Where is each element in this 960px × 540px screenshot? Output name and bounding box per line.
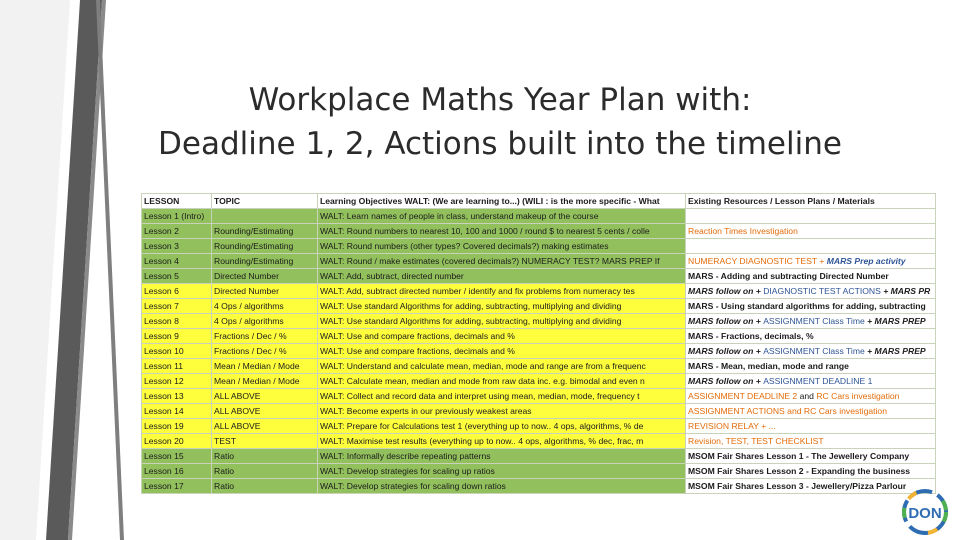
objective-cell: WALT: Maximise test results (everything up to now.. 4 ops, algorithms, % dec, frac, m (318, 434, 686, 449)
resource-text: MARS follow on + (688, 285, 764, 296)
lesson-cell: Lesson 8 (142, 314, 212, 329)
resource-cell (686, 404, 936, 419)
table-row (142, 314, 936, 329)
table-row (142, 404, 936, 419)
objective-cell: WALT: Round / make estimates (covered decimals?) NUMERACY TEST? MARS PREP If (318, 254, 686, 269)
topic-cell: Directed Number (212, 284, 318, 299)
resource-cell (686, 209, 936, 224)
resource-text: Revision, TEST, TEST CHECKLIST (688, 435, 824, 446)
lesson-cell: Lesson 19 (142, 419, 212, 434)
resource-text: RC Cars investigation (816, 390, 900, 401)
topic-cell: Fractions / Dec / % (212, 344, 318, 359)
table-row (142, 239, 936, 254)
topic-cell: ALL ABOVE (212, 404, 318, 419)
lesson-cell: Lesson 7 (142, 299, 212, 314)
table-row (142, 479, 936, 494)
table-header-row (142, 194, 936, 209)
resource-text: ASSIGNMENT DEADLINE 1 (763, 375, 873, 386)
lesson-cell: Lesson 5 (142, 269, 212, 284)
lesson-cell: Lesson 16 (142, 464, 212, 479)
resource-cell (686, 419, 936, 434)
resource-cell (686, 329, 936, 344)
resource-cell (686, 269, 936, 284)
table-row (142, 434, 936, 449)
table-row (142, 299, 936, 314)
resource-text: MSOM Fair Shares Lesson 3 - Jewellery/Pizza Parlour (688, 480, 907, 491)
resource-cell (686, 284, 936, 299)
objective-cell: WALT: Use and compare fractions, decimals and % (318, 329, 686, 344)
table-row (142, 464, 936, 479)
resource-text: ASSIGNMENT Class Time (763, 315, 865, 326)
lesson-cell: Lesson 20 (142, 434, 212, 449)
resource-cell (686, 374, 936, 389)
objective-cell: WALT: Develop strategies for scaling down ratios (318, 479, 686, 494)
resource-cell (686, 359, 936, 374)
objective-cell: WALT: Informally describe repeating patterns (318, 449, 686, 464)
objective-cell: WALT: Add, subtract directed number / identify and fix problems from numeracy tes (318, 284, 686, 299)
title-line-2: Deadline 1, 2, Actions built into the timeline (158, 126, 842, 162)
resource-text: MARS - Mean, median, mode and range (688, 360, 849, 371)
resource-text: ASSIGNMENT ACTIONS and RC Cars investigation (688, 405, 887, 416)
header-objectives: Learning Objectives WALT: (We are learning to...) (WILI : is the more specific - What (318, 194, 686, 209)
objective-cell: WALT: Become experts in our previously weakest areas (318, 404, 686, 419)
resource-text: Reaction Times Investigation (688, 225, 798, 236)
header-resources: Existing Resources / Lesson Plans / Materials (686, 194, 936, 209)
topic-cell: Rounding/Estimating (212, 239, 318, 254)
objective-cell: WALT: Use and compare fractions, decimals and % (318, 344, 686, 359)
table-row (142, 209, 936, 224)
topic-cell: Fractions / Dec / % (212, 329, 318, 344)
topic-cell: ALL ABOVE (212, 389, 318, 404)
topic-cell: Ratio (212, 449, 318, 464)
topic-cell: Directed Number (212, 269, 318, 284)
resource-text: MARS follow on + (688, 345, 764, 356)
topic-cell: Rounding/Estimating (212, 254, 318, 269)
resource-text: REVISION RELAY + ... (688, 420, 776, 431)
table-row (142, 344, 936, 359)
lesson-cell: Lesson 11 (142, 359, 212, 374)
resource-text: MARS Prep activity (826, 255, 906, 266)
lesson-cell: Lesson 14 (142, 404, 212, 419)
resource-text: + MARS PR (880, 285, 931, 296)
decorative-stripes (0, 0, 140, 540)
objective-cell: WALT: Use standard Algorithms for adding, subtracting, multiplying and dividing (318, 299, 686, 314)
resource-text: MARS - Adding and subtracting Directed Number (688, 270, 889, 281)
topic-cell: Ratio (212, 479, 318, 494)
resource-text: MARS follow on + (688, 315, 764, 326)
table-row (142, 419, 936, 434)
resource-cell (686, 449, 936, 464)
header-topic: TOPIC (212, 194, 318, 209)
resource-text: MARS - Using standard algorithms for adding, subtracting (688, 300, 926, 311)
objective-cell: WALT: Learn names of people in class, understand makeup of the course (318, 209, 686, 224)
resource-cell (686, 224, 936, 239)
resource-text: ASSIGNMENT Class Time (763, 345, 865, 356)
topic-cell: 4 Ops / algorithms (212, 314, 318, 329)
resource-cell (686, 479, 936, 494)
lesson-cell: Lesson 17 (142, 479, 212, 494)
table-row (142, 284, 936, 299)
lesson-cell: Lesson 13 (142, 389, 212, 404)
resource-cell (686, 389, 936, 404)
header-lesson: LESSON (142, 194, 212, 209)
resource-text: ASSIGNMENT DEADLINE 2 (688, 390, 798, 401)
table-row (142, 374, 936, 389)
topic-cell: Mean / Median / Mode (212, 374, 318, 389)
table-row (142, 254, 936, 269)
year-plan-table (141, 193, 936, 494)
title-line-1: Workplace Maths Year Plan with: (248, 82, 752, 118)
objective-cell: WALT: Round numbers (other types? Covered decimals?) making estimates (318, 239, 686, 254)
topic-cell: Ratio (212, 464, 318, 479)
objective-cell: WALT: Collect and record data and interpret using mean, median, mode, frequency t (318, 389, 686, 404)
lesson-cell: Lesson 10 (142, 344, 212, 359)
lesson-cell: Lesson 3 (142, 239, 212, 254)
resource-text: DIAGNOSTIC TEST ACTIONS (763, 285, 881, 296)
resource-cell (686, 299, 936, 314)
resource-cell (686, 434, 936, 449)
topic-cell: Mean / Median / Mode (212, 359, 318, 374)
resource-text: + MARS PREP (864, 345, 926, 356)
topic-cell: ALL ABOVE (212, 419, 318, 434)
table-row (142, 449, 936, 464)
resource-text: MARS follow on + (688, 375, 764, 386)
objective-cell: WALT: Develop strategies for scaling up ratios (318, 464, 686, 479)
resource-text: MSOM Fair Shares Lesson 2 - Expanding the business (688, 465, 911, 476)
topic-cell: TEST (212, 434, 318, 449)
objective-cell: WALT: Prepare for Calculations test 1 (everything up to now.. 4 ops, algorithms, % de (318, 419, 686, 434)
don-logo-icon (900, 488, 950, 536)
lesson-cell: Lesson 4 (142, 254, 212, 269)
lesson-cell: Lesson 2 (142, 224, 212, 239)
lesson-cell: Lesson 15 (142, 449, 212, 464)
topic-cell (212, 209, 318, 224)
table-row (142, 329, 936, 344)
table-row (142, 224, 936, 239)
lesson-cell: Lesson 1 (Intro) (142, 209, 212, 224)
objective-cell: WALT: Add, subtract, directed number (318, 269, 686, 284)
logo-text: DON (908, 505, 942, 522)
resource-text: and (797, 390, 817, 401)
objective-cell: WALT: Round numbers to nearest 10, 100 and 1000 / round $ to nearest 5 cents / colle (318, 224, 686, 239)
resource-cell (686, 344, 936, 359)
slide-title (120, 78, 880, 166)
objective-cell: WALT: Calculate mean, median and mode from raw data inc. e.g. bimodal and even n (318, 374, 686, 389)
lesson-cell: Lesson 6 (142, 284, 212, 299)
resource-cell (686, 254, 936, 269)
objective-cell: WALT: Use standard Algorithms for adding, subtracting, multiplying and dividing (318, 314, 686, 329)
resource-text: + MARS PREP (864, 315, 926, 326)
resource-text: MSOM Fair Shares Lesson 1 - The Jewellery Company (688, 450, 910, 461)
resource-text: NUMERACY DIAGNOSTIC TEST + (688, 255, 827, 266)
table-row (142, 269, 936, 284)
table-row (142, 389, 936, 404)
lesson-cell: Lesson 12 (142, 374, 212, 389)
lesson-cell: Lesson 9 (142, 329, 212, 344)
table-row (142, 359, 936, 374)
resource-text: MARS - Fractions, decimals, % (688, 330, 814, 341)
topic-cell: 4 Ops / algorithms (212, 299, 318, 314)
objective-cell: WALT: Understand and calculate mean, median, mode and range are from a frequenc (318, 359, 686, 374)
resource-cell (686, 464, 936, 479)
resource-cell (686, 239, 936, 254)
resource-cell (686, 314, 936, 329)
topic-cell: Rounding/Estimating (212, 224, 318, 239)
